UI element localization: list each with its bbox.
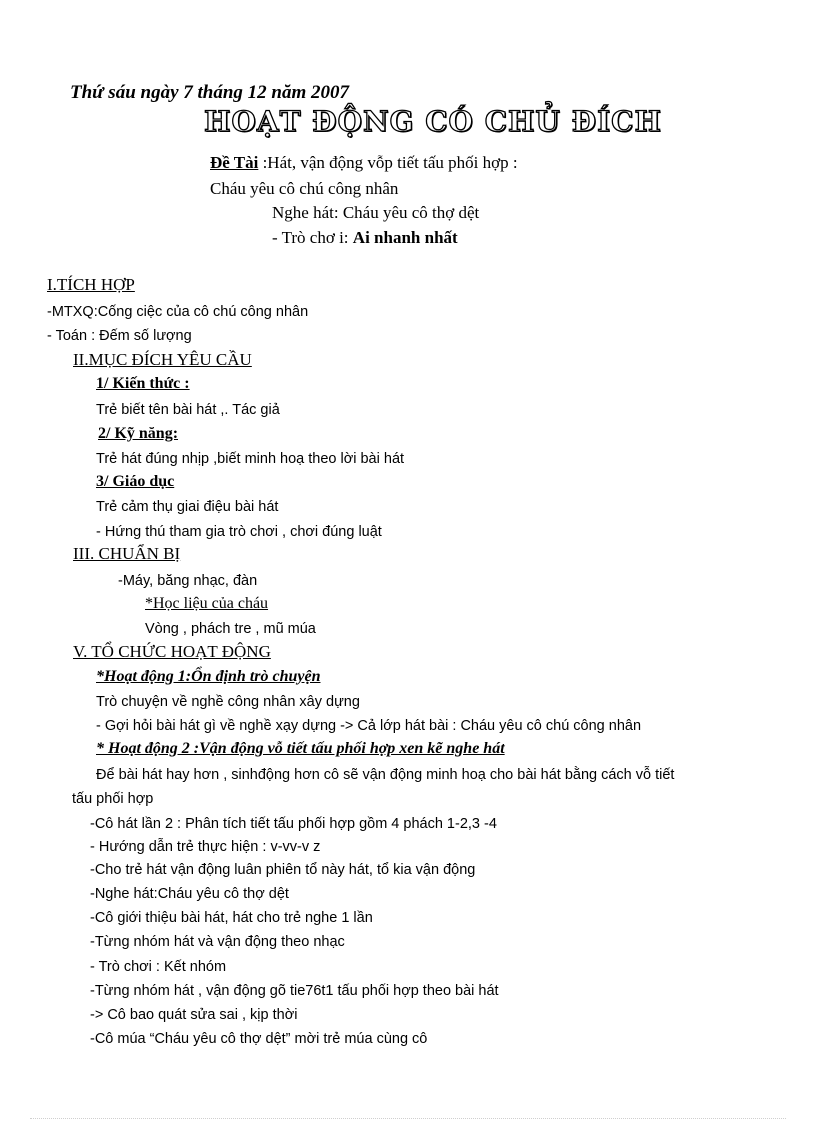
materials-text: Vòng , phách tre , mũ múa xyxy=(145,621,316,637)
integration-item: -MTXQ:Cống ciệc của cô chú công nhân xyxy=(47,304,309,320)
activity-step: -Cô hát lần 2 : Phân tích tiết tấu phối hợp gồm 4 phách 1-2,3 -4 xyxy=(90,816,497,832)
activity-1-line: Trò chuyện về nghề công nhân xây dựng xyxy=(96,694,360,710)
education-item: Trẻ cảm thụ giai điệu bài hát xyxy=(96,499,279,515)
listening-song: Nghe hát: Cháu yêu cô thợ dệt xyxy=(272,203,480,222)
materials-title: *Học liệu của cháu xyxy=(145,595,269,612)
activity-step: - Trò chơi : Kết nhóm xyxy=(90,959,227,975)
activity-step: - Hướng dẫn trẻ thực hiện : v-vv-v z xyxy=(90,839,321,855)
topic-text: :Hát, vận động vỗp tiết tấu phối hợp : xyxy=(258,153,518,172)
organization-heading: V. TỔ CHỨC HOẠT ĐỘNG xyxy=(73,642,271,661)
song-title: Cháu yêu cô chú công nhân xyxy=(210,179,399,198)
page-title: HOẠT ĐỘNG CÓ CHỦ ĐÍCH xyxy=(204,105,662,138)
education-title: 3/ Giáo dục xyxy=(96,473,175,490)
integration-heading: I.TÍCH HỢP xyxy=(47,275,135,294)
activity-step: -Nghe hát:Cháu yêu cô thợ dệt xyxy=(90,886,289,902)
game-name: Ai nhanh nhất xyxy=(352,228,458,247)
knowledge-text: Trẻ biết tên bài hát ,. Tác giả xyxy=(96,402,280,418)
activity-step: -Cô giới thiệu bài hát, hát cho trẻ nghe 1 lần xyxy=(90,910,373,926)
topic-line xyxy=(210,154,518,172)
game-line xyxy=(272,229,458,247)
activity-step: -Cho trẻ hát vận động luân phiên tổ này hát, tổ kia vận động xyxy=(90,862,476,878)
lesson-date: Thứ sáu ngày 7 tháng 12 năm 2007 xyxy=(70,82,350,103)
objectives-heading: II.MỤC ĐÍCH YÊU CẦU xyxy=(73,350,252,369)
activity-step: -Từng nhóm hát , vận động gõ tie76t1 tấu phối hợp theo bài hát xyxy=(90,983,499,999)
activity-2-intro: Để bài hát hay hơn , sinhđộng hơn cô sẽ vận động minh hoạ cho bài hát bằng cách vỗ tiết xyxy=(96,767,675,783)
knowledge-title: 1/ Kiến thức : xyxy=(96,375,190,392)
skills-title: 2/ Kỹ năng: xyxy=(98,425,179,442)
topic-label: Đề Tài xyxy=(210,153,259,172)
activity-2-title: * Hoạt động 2 :Vận động vỗ tiết tấu phối hợp xen kẽ nghe hát xyxy=(96,740,505,757)
activity-2-intro-cont: tấu phối hợp xyxy=(72,791,154,807)
page-bottom-divider xyxy=(30,1118,786,1119)
activity-1-line: - Gợi hỏi bài hát gì về nghề xạy dựng -> Cả lớp hát bài : Cháu yêu cô chú công nhân xyxy=(96,718,642,734)
preparation-item: -Máy, băng nhạc, đàn xyxy=(118,573,258,589)
activity-step: -> Cô bao quát sửa sai , kịp thời xyxy=(90,1007,298,1023)
game-prefix: - Trò chơ i: xyxy=(272,228,353,247)
preparation-heading: III. CHUẨN BỊ xyxy=(73,544,181,563)
activity-1-title: *Hoạt động 1:Ổn định trò chuyện xyxy=(96,668,321,685)
activity-step: -Từng nhóm hát và vận động theo nhạc xyxy=(90,934,345,950)
integration-item: - Toán : Đếm số lượng xyxy=(47,328,192,344)
skills-text: Trẻ hát đúng nhịp ,biết minh hoạ theo lời bài hát xyxy=(96,451,405,467)
activity-step: -Cô múa “Cháu yêu cô thợ dệt” mời trẻ múa cùng cô xyxy=(90,1031,428,1047)
education-item: - Hứng thú tham gia trò chơi , chơi đúng luật xyxy=(96,524,382,540)
